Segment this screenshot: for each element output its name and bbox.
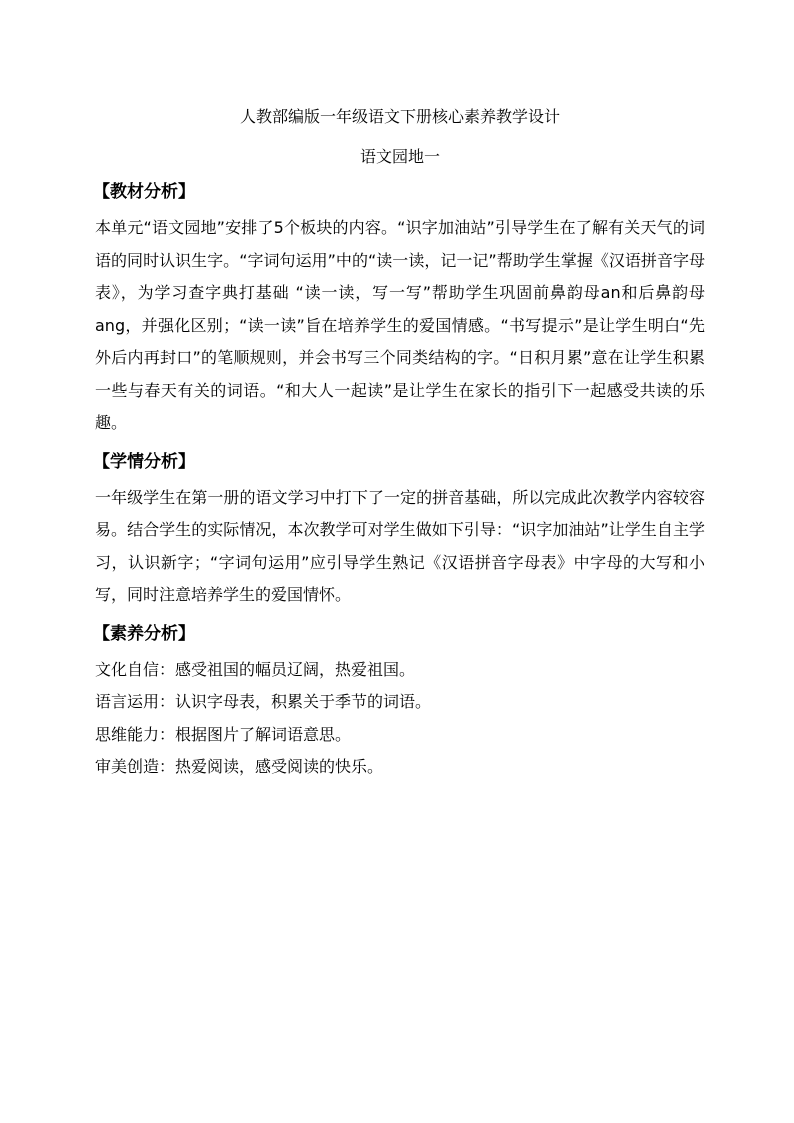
list-item: 语言运用：认识字母表，积累关于季节的词语。 <box>95 692 432 711</box>
section-heading-competency-analysis: 【素养分析】 <box>93 623 195 644</box>
document-subtitle: 语文园地一 <box>359 147 440 166</box>
section-paragraph-textbook-analysis: 本单元“语文园地”安排了5个板块的内容。“识字加油站”引导学生在了解有关天气的词语的同时认识生字。“字词句运用”中的“读一读，记一记”帮助学生掌握《汉语拼音字母表》，为学习查字典打基础 “读一读，写一写”帮助学生巩固前鼻韵母an和后鼻韵母ang，并强化区别；“读一读”旨在培养学生的爱国情感。“书写提示”是让学生明白“先外后内再封口”的笔顺规则，并会书写三个同类结构的字。“日积月累”意在让学生积累一些与春天有关的词语。“和大人一起读”是让学生在家长的指引下一起感受共读的乐趣。 <box>95 218 705 432</box>
section-paragraph-student-analysis: 一年级学生在第一册的语文学习中打下了一定的拼音基础，所以完成此次教学内容较容易。结合学生的实际情况，本次教学可对学生做如下引导：“识字加油站”让学生自主学习，认识新字；“字词句运用”应引导学生熟记《汉语拼音字母表》中字母的大写和小写，同时注意培养学生的爱国情怀。 <box>95 487 705 604</box>
document-title: 人教部编版一年级语文下册核心素养教学设计 <box>239 107 560 126</box>
list-item: 审美创造：热爱阅读，感受阅读的快乐。 <box>95 757 384 776</box>
list-item: 思维能力：根据图片了解词语意思。 <box>95 724 352 744</box>
section-heading-student-analysis: 【学情分析】 <box>93 451 195 472</box>
section-heading-textbook-analysis: 【教材分析】 <box>93 182 195 202</box>
competency-list <box>95 654 705 784</box>
list-item: 文化自信：感受祖国的幅员辽阔，热爱祖国。 <box>95 659 416 679</box>
document-page <box>95 102 705 784</box>
